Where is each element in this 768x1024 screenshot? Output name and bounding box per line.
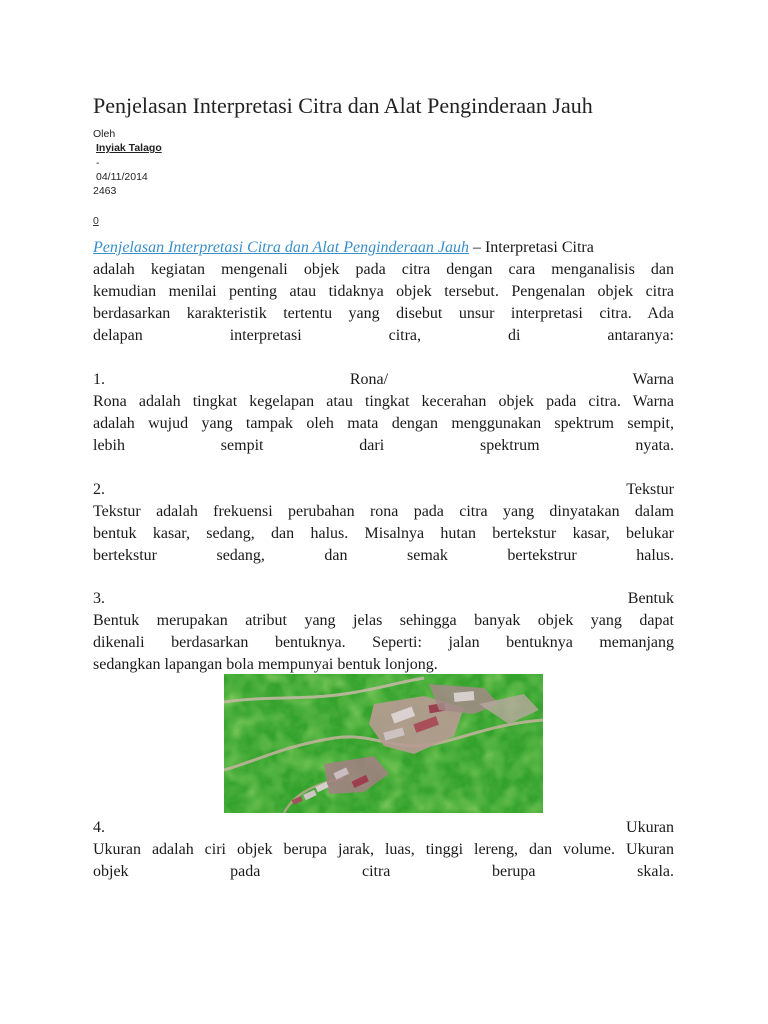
comment-count-link[interactable]: 0 (93, 215, 99, 227)
intro-line-5: delapan interpretasi citra, di antaranya: (93, 327, 674, 344)
section-line-2: dikenali berdasarkan bentuknya. Seperti: jalan bentuknya memanjang (93, 634, 674, 651)
section-heading: 1. Rona/ Warna (93, 371, 674, 388)
section-ukuran (93, 817, 674, 883)
section-line-3: bertekstur sedang, dan semak bertekstrur halus. (93, 547, 674, 564)
section-line-2: objek pada citra berupa skala. (93, 863, 674, 880)
section-line-2: bentuk kasar, sedang, dan halus. Misalnya hutan bertekstur kasar, belukar (93, 525, 674, 542)
section-line-2: adalah wujud yang tampak oleh mata dengan menggunakan spektrum sempit, (93, 415, 674, 432)
intro-line-1 (93, 237, 674, 259)
section-heading: 4. Ukuran (93, 819, 674, 836)
intro-line-4: berdasarkan karakteristik tertentu yang disebut unsur interpretasi citra. Ada (93, 305, 674, 322)
section-line-1: Bentuk merupakan atribut yang jelas sehingga banyak objek yang dapat (93, 612, 674, 629)
intro-line-1-rest: – Interpretasi Citra (468, 239, 594, 256)
section-line-1: Tekstur adalah frekuensi perubahan rona pada citra yang dinyatakan dalam (93, 503, 674, 520)
satellite-image (224, 674, 543, 813)
view-count: 2463 (93, 185, 117, 197)
meta-separator: - (96, 157, 100, 169)
author-link[interactable]: Inyiak Talago (96, 142, 162, 154)
article-title-link[interactable]: Penjelasan Interpretasi Citra dan Alat Penginderaan Jauh (93, 239, 469, 256)
post-date: 04/11/2014 (96, 171, 148, 183)
section-line-3: lebih sempit dari spektrum nyata. (93, 437, 674, 454)
section-line-3: sedangkan lapangan bola mempunyai bentuk lonjong. (93, 656, 438, 673)
page-title: Penjelasan Interpretasi Citra dan Alat Penginderaan Jauh (93, 93, 593, 118)
section-tekstur (93, 479, 674, 567)
intro-line-3: kemudian menilai penting atau tidaknya objek tersebut. Pengenalan objek citra (93, 283, 674, 300)
section-bentuk (93, 588, 674, 676)
section-rona (93, 369, 674, 457)
intro-line-2: adalah kegiatan mengenali objek pada citra dengan cara menganalisis dan (93, 261, 674, 278)
section-heading: 2. Tekstur (93, 481, 674, 498)
section-line-1: Rona adalah tingkat kegelapan atau tingkat kecerahan objek pada citra. Warna (93, 393, 674, 410)
by-label: Oleh (93, 128, 116, 140)
intro-paragraph (93, 237, 674, 347)
section-heading: 3. Bentuk (93, 590, 674, 607)
section-line-1: Ukuran adalah ciri objek berupa jarak, luas, tinggi lereng, dan volume. Ukuran (93, 841, 674, 858)
